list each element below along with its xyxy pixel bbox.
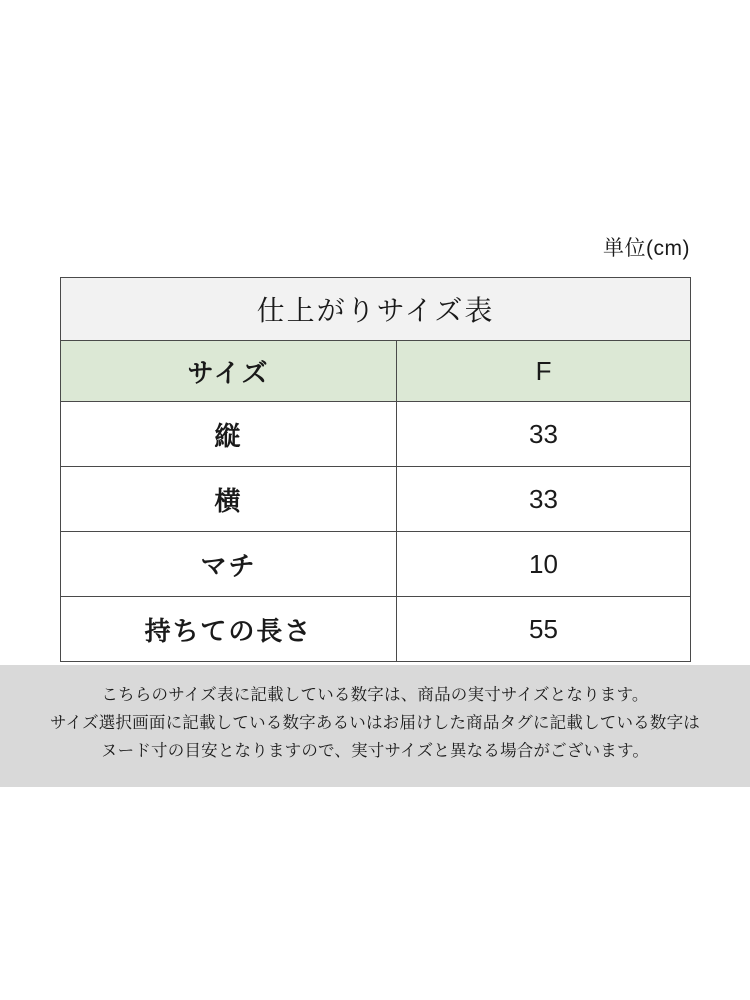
row-label-width: 横 [61,467,397,532]
row-label-length: 縦 [61,402,397,467]
row-value-gusset: 10 [397,532,691,597]
table-row [61,402,691,467]
table-title-row [61,278,691,341]
note-box [0,665,750,787]
table-header-row [61,341,691,402]
row-value-width: 33 [397,467,691,532]
table-row [61,532,691,597]
note-line-2: サイズ選択画面に記載している数字あるいはお届けした商品タグに記載している数字は [50,714,700,732]
note-line-1: こちらのサイズ表に記載している数字は、商品の実寸サイズとなります。 [101,686,649,704]
table-row [61,467,691,532]
row-label-handle-length: 持ちての長さ [61,597,397,662]
header-size-value: F [397,341,691,402]
table-title: 仕上がりサイズ表 [61,278,691,341]
finished-size-table [60,277,691,662]
header-size-label: サイズ [61,341,397,402]
unit-label: 単位(cm) [603,237,690,260]
row-label-gusset: マチ [61,532,397,597]
note-line-3: ヌード寸の目安となりますので、実寸サイズと異なる場合がございます。 [100,742,650,760]
row-value-handle-length: 55 [397,597,691,662]
row-value-length: 33 [397,402,691,467]
table-row [61,597,691,662]
